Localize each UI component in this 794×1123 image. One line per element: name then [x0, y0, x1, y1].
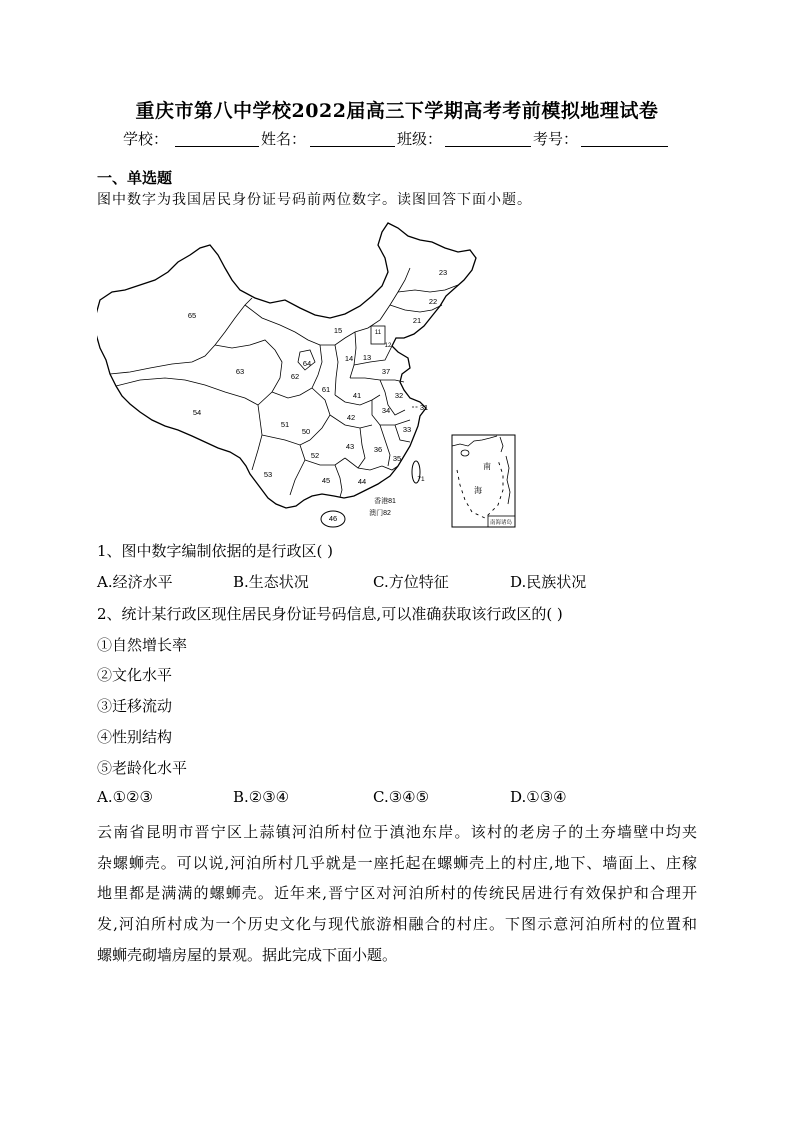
question-1-stem: 1、图中数字编制依据的是行政区( ): [97, 542, 334, 560]
province-code-label: 14: [344, 354, 354, 363]
province-code-label: 12: [384, 343, 392, 349]
province-code-label: 63: [235, 367, 245, 376]
province-code-label: 71: [417, 476, 425, 483]
province-code-label: 31: [419, 403, 429, 412]
province-code-label: 45: [321, 476, 331, 485]
province-code-label: 51: [280, 420, 290, 429]
province-code-label: 32: [394, 391, 404, 400]
class-blank: [445, 146, 531, 147]
q2-item: ③迁移流动: [97, 697, 173, 715]
school-label: 学校：: [123, 130, 169, 148]
q1-option-b: B.生态状况: [233, 573, 309, 591]
exam-number-blank: [581, 146, 668, 147]
passage-line: 螺蛳壳砌墙房屋的景观。据此完成下面小题。: [97, 946, 398, 964]
name-label: 姓名：: [261, 130, 307, 148]
section-heading: 一、单选题: [97, 169, 173, 187]
class-label: 班级：: [397, 130, 443, 148]
q2-item: ②文化水平: [97, 666, 173, 684]
province-code-label: 42: [346, 413, 356, 422]
province-code-label: 52: [310, 451, 320, 460]
province-boundaries: [110, 268, 458, 497]
province-code-label: 21: [412, 316, 422, 325]
hong-kong-label: 香港81: [374, 498, 396, 505]
exam-number-label: 考号：: [533, 130, 579, 148]
q2-option-d: D.①③④: [510, 788, 567, 806]
province-code-label: 11: [374, 330, 382, 336]
province-code-label: 43: [345, 442, 355, 451]
q1-option-a: A.经济水平: [97, 573, 173, 591]
province-code-label: 36: [373, 445, 383, 454]
q2-item: ⑤老龄化水平: [97, 759, 188, 777]
passage-line: 发,河泊所村成为一个历史文化与现代旅游相融合的村庄。下图示意河泊所村的位置和: [97, 915, 697, 933]
province-code-label: 15: [333, 326, 343, 335]
province-code-label: 37: [381, 367, 391, 376]
province-code-label: 23: [438, 268, 448, 277]
q2-item: ④性别结构: [97, 728, 173, 746]
school-blank: [175, 146, 259, 147]
passage-line: 云南省昆明市晋宁区上蒜镇河泊所村位于滇池东岸。该村的老房子的土夯墙壁中均夹: [97, 823, 697, 841]
q2-option-c: C.③④⑤: [373, 788, 430, 806]
south-china-sea-inset: [452, 435, 515, 527]
province-code-label: 65: [187, 311, 197, 320]
q1-option-c: C.方位特征: [373, 573, 449, 591]
macau-label: 澳门82: [369, 510, 391, 517]
passage-line: 地里都是满满的螺蛳壳。近年来,晋宁区对河泊所村的传统民居进行有效保护和合理开: [97, 884, 697, 902]
q2-option-b: B.②③④: [233, 788, 290, 806]
q2-item: ①自然增长率: [97, 636, 188, 654]
page-title: 重庆市第八中学校2022届高三下学期高考考前模拟地理试卷: [135, 100, 659, 122]
province-code-label: 35: [392, 454, 402, 463]
province-code-label: 50: [301, 427, 311, 436]
province-code-label: 22: [428, 297, 438, 306]
china-id-code-map: [97, 218, 522, 533]
q2-option-a: A.①②③: [97, 788, 153, 806]
province-code-label: 41: [352, 391, 362, 400]
q1-option-d: D.民族状况: [510, 573, 587, 591]
name-blank: [310, 146, 395, 147]
province-code-label: 54: [192, 408, 202, 417]
province-code-label: 13: [362, 353, 372, 362]
intro-text: 图中数字为我国居民身份证号码前两位数字。读图回答下面小题。: [97, 192, 532, 208]
province-code-label: 53: [263, 470, 273, 479]
inset-label-nan: 南: [483, 462, 491, 471]
province-code-label: 34: [381, 406, 391, 415]
province-code-label: 33: [402, 425, 412, 434]
province-code-label: 44: [357, 477, 367, 486]
province-code-label: 64: [302, 359, 312, 368]
passage-line: 杂螺蛳壳。可以说,河泊所村几乎就是一座托起在螺蛳壳上的村庄,地下、墙面上、庄稼: [97, 854, 697, 872]
inset-caption: 南海诸岛: [489, 520, 513, 526]
province-code-label: 46: [328, 514, 338, 523]
inset-label-hai: 海: [474, 486, 482, 495]
question-2-stem: 2、统计某行政区现住居民身份证号码信息,可以准确获取该行政区的( ): [97, 605, 563, 623]
province-code-label: 61: [321, 385, 331, 394]
province-code-label: 62: [290, 372, 300, 381]
